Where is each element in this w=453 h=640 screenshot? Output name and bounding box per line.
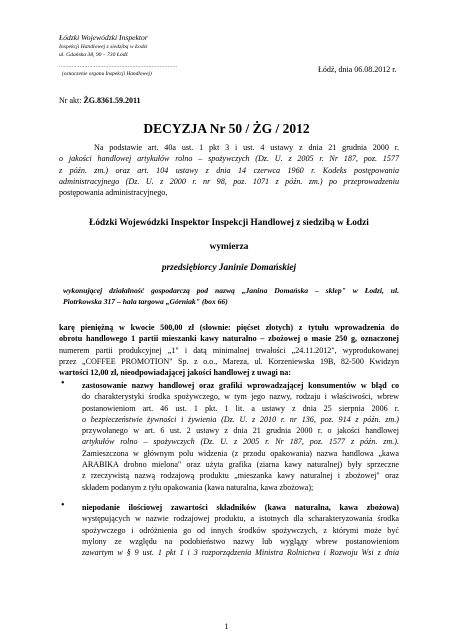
business-description bbox=[63, 285, 399, 308]
paragraph-line: z późn. zm.) oraz art. 104 ustawy z dnia 14 czerwca 1960 r. Kodeks postępowania bbox=[59, 165, 399, 175]
paragraph-line: postanowieniom art. 46 ust. 1 pkt. 1 lit. a ustawy z dnia 25 sierpnia 2006 r. bbox=[82, 403, 399, 413]
paragraph-line: o jakości handlowej artykułów rolno – spożywczych (Dz. U. z 2005 r. Nr 187, poz. 1577 bbox=[59, 154, 399, 164]
authority-address: ul. Gdańska 38, 90 – 730 Łódź bbox=[59, 52, 128, 58]
paragraph-line: z rzeczywistą nazwą rodzajową produktu „mieszanka kawy naturalnej i zbożowej" oraz bbox=[82, 471, 399, 481]
reference-value: ŻG.8361.59.2011 bbox=[83, 96, 141, 105]
dotted-line: .......................................................................... bbox=[59, 63, 178, 69]
bullet-item-2 bbox=[82, 502, 399, 558]
reference-number bbox=[59, 96, 141, 105]
reference-label: Nr akt: bbox=[59, 96, 84, 105]
bullet-marker: • bbox=[61, 378, 65, 389]
paragraph-line: przywołanego w art. 6 ust. 2 ustawy z dnia 21 grudnia 2000 r. o jakości handlowej bbox=[82, 426, 399, 436]
issuer-line: Łódzki Wojewódzki Inspektor Inspekcji Handlowej z siedzibą w Łodzi bbox=[89, 218, 369, 228]
paragraph-line: przez „COFFEE PROMOTION" Sp. z o.o., Mareza, ul. Korzeniewska 19B, 82-500 Kwidzyn bbox=[59, 356, 399, 366]
paragraph-line: występujących w nazwie rodzajowej produktu, a istotnych dla scharakteryzowania środka bbox=[82, 514, 399, 524]
paragraph-line: składem podanym z tyłu opakowania (kawa naturalna, kawa zbożowa); bbox=[82, 482, 314, 492]
decision-title: DECYZJA Nr 50 / ŻG / 2012 bbox=[143, 121, 310, 136]
paragraph-line: zawartym w § 9 ust. 1 pkt 1 i 3 rozporządzenia Ministra Rolnictwa i Rozwoju Wsi z dnia bbox=[82, 548, 399, 558]
place-date: Łódź, dnia 06.08.2012 r. bbox=[318, 65, 397, 74]
paragraph-line: Piotrkowska 317 – hala targowa „Górniak" (box 66) bbox=[63, 297, 228, 307]
paragraph-line: Na podstawie art. 40a ust. 1 pkt 3 i ust. 4 ustawy z dnia 21 grudnia 2000 r. bbox=[94, 143, 399, 152]
penalty-paragraph bbox=[59, 322, 399, 378]
paragraph-line: mylony ze względu na podobieństwo nazwy lub wygląду wbrew postanowieniom bbox=[82, 536, 399, 546]
bullet-item-1 bbox=[82, 380, 399, 493]
paragraph-line: wartości 12,00 zł, nieodpowiadającej jakości handlowej z uwagi na: bbox=[59, 368, 292, 378]
paragraph-line: karę pieniężną w kwocie 500,00 zł (słownie: pięćset złotych) z tytułu wprowadzenia do bbox=[59, 323, 399, 332]
paragraph-line: ARABIKA drobno mielona" oraz użyta grafika (ziarna kawy naturalnej) były sprzeczne bbox=[82, 460, 399, 470]
legal-basis-paragraph bbox=[59, 142, 399, 198]
paragraph-line: o bezpieczeństwie żywności i żywienia (Dz. U. z 2010 r. nr 136, poz. 914 z późn. zm.) bbox=[82, 414, 399, 424]
paragraph-line: administracyjnego (Dz. U. z 2000 r. nr 98, poz. 1071 z późn. zm.) po przeprowadzeniu bbox=[59, 176, 399, 186]
paragraph-line: wykonującej działalność gospodarczą pod nazwą „Janina Domańska – sklep" w Łodzi, ul. bbox=[63, 286, 399, 295]
page-number: 1 bbox=[224, 622, 229, 631]
paragraph-line: zastosowanie nazwy handlowej oraz grafiki wprowadzającej konsumentów w błąd co bbox=[82, 381, 399, 390]
paragraph-line: obrotu handlowego 1 partii mieszanki kawy naturalno – zbożowej o masie 250 g, oznaczonej bbox=[59, 334, 399, 344]
authority-name: Łódzki Wojewódzki Inspektor bbox=[59, 33, 148, 42]
paragraph-line: niepodanie ilościowej zawartości składników (kawa naturalna, kawa zbożowa) bbox=[82, 503, 399, 512]
authority-line2: Inspekcji Handlowej z siedzibą w Łodzi bbox=[59, 44, 148, 50]
bullet-marker: • bbox=[61, 500, 65, 511]
paragraph-line: postępowania administracyjnego, bbox=[59, 188, 168, 198]
paragraph-line: Zamieszczona w głównym polu widzenia (z przodu opakowania) nazwa handlowa „kawa bbox=[82, 448, 399, 458]
organ-note: (oznaczenie organu Inspekcji Handlowej) bbox=[62, 71, 152, 77]
paragraph-line: artykułów rolno – spożywczych (Dz. U. z 2005 r. Nr 187, poz. 1577 z późn. zm.). bbox=[82, 437, 399, 447]
recipient-line: przedsiębiorcy Janinie Domańskiej bbox=[161, 263, 297, 273]
paragraph-line: spożywczego i odróżnienia go od innych środków spożywczych, z którymi może być bbox=[82, 525, 399, 535]
paragraph-line: numerem partii produkcyjnej „1" i datą minimalnej trwałości „24.11.2012", wyprodukowanej bbox=[59, 345, 399, 355]
imposes-word: wymierza bbox=[209, 242, 249, 252]
paragraph-line: do charakterystyki środka spożywczego, w tym jego nazwy, rodzaju i właściwości, wbrew bbox=[82, 392, 399, 402]
